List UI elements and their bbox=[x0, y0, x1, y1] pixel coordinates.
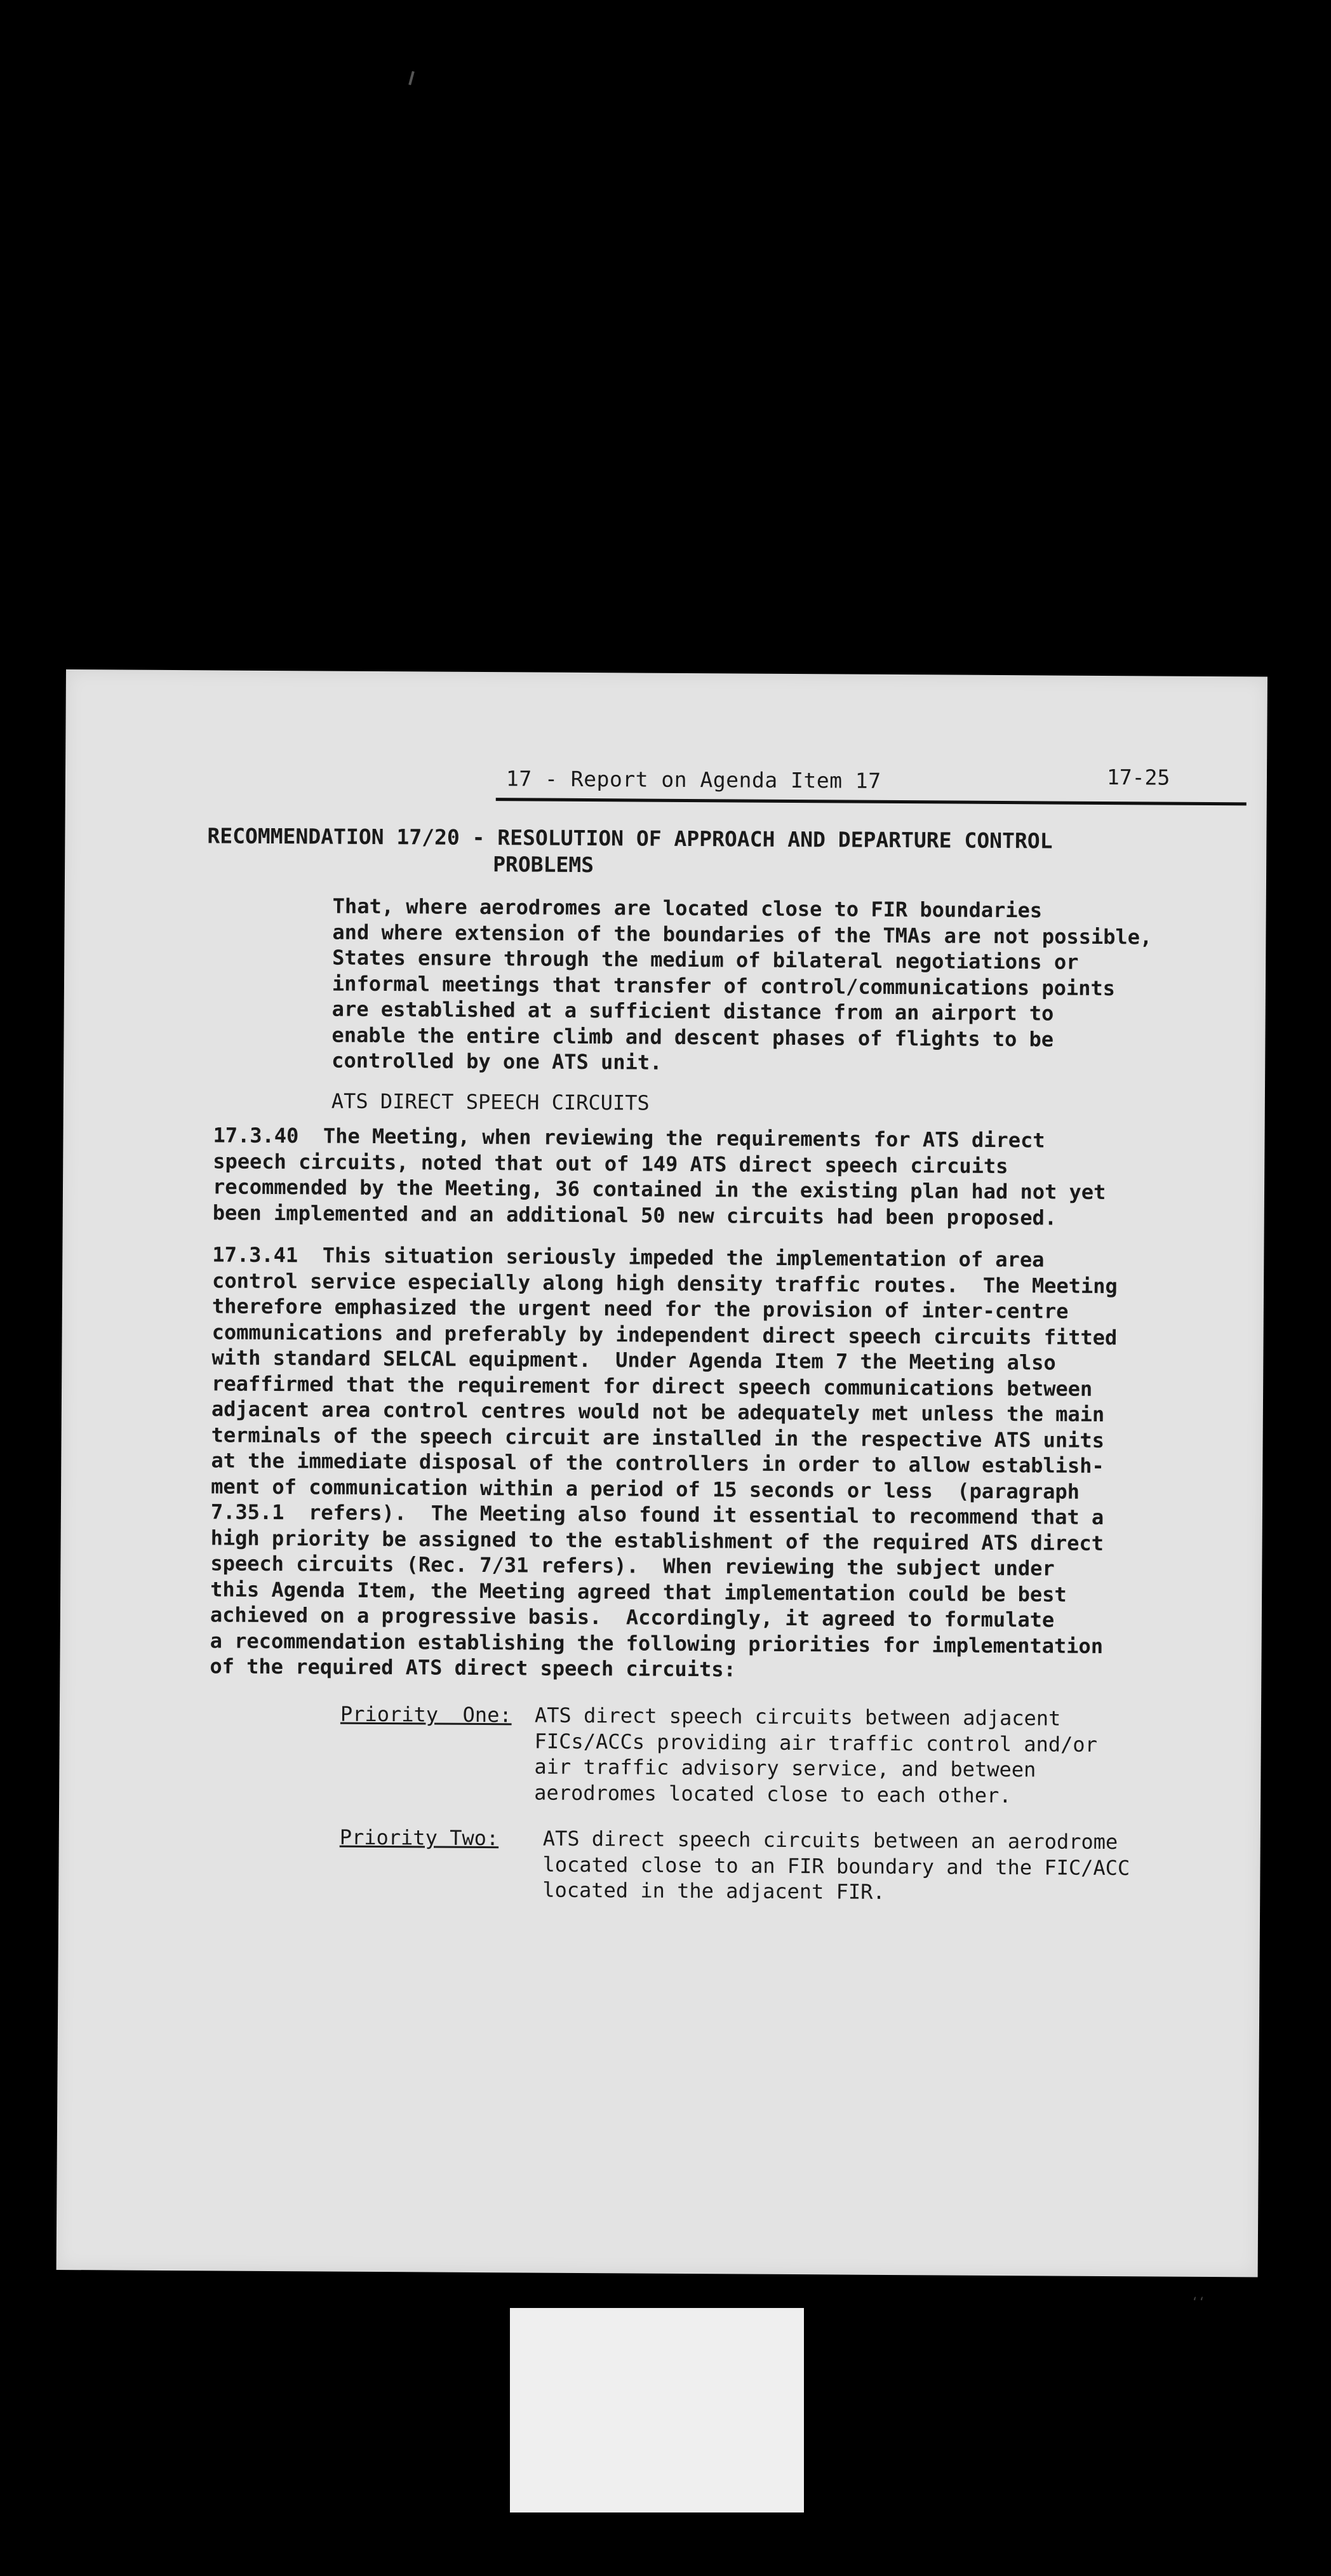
priority-two-text: ATS direct speech circuits between an aerodrome located close to an FIR boundary and the FIC/ACC located in the adjacent FIR. bbox=[542, 1826, 1130, 1904]
recommendation-heading bbox=[207, 822, 1053, 881]
scan-speck: ‘‘ bbox=[1191, 2295, 1205, 2309]
recommendation-text: That, where aerodromes are located close to FIR boundaries and where extension of the boundaries of the TMAs are not possible, States ensure through the medium of bilateral negotiations or informal meetings that transfer of control/communications points are established at a sufficient distance from an airport to enable the entire climb and descent phases of flights to be controlled by one ATS unit. bbox=[331, 894, 1153, 1075]
priority-one-label: Priority One: bbox=[340, 1701, 512, 1727]
page-header bbox=[65, 763, 1267, 809]
paragraph-17-3-40: 17.3.40 The Meeting, when reviewing the requirements for ATS direct speech circuits, noted that out of 149 ATS direct speech circuits recommended by the Meeting, 36 contained in the existing plan had not yet been implemented and an additional 50 new circuits had been proposed. bbox=[212, 1123, 1106, 1230]
recommendation-heading-line2: PROBLEMS bbox=[493, 852, 594, 878]
scan-speck bbox=[408, 71, 415, 85]
recommendation-heading-line1: RECOMMENDATION 17/20 - RESOLUTION OF APPROACH AND DEPARTURE CONTROL bbox=[207, 823, 1053, 854]
blank-card bbox=[510, 2308, 804, 2512]
paragraph-17-3-41: 17.3.41 This situation seriously impeded the implementation of area control service especially along high density traffic routes. The Meeting therefore emphasized the urgent need for the provision of inter-centre communications and preferably by independent direct speech circuits fitted with standard SELCAL equipment. Under Agenda Item 7 the Meeting also reaffirmed that the requirement for direct speech communications between adjacent area control centres would not be adequately met unless the main terminals of the speech circuit are installed in the respective ATS units at the immediate disposal of the controllers in order to allow establish- ment of communication within a period of 15 seconds or less (paragraph 7.35.1 refers). The Meeting also found it essential to recommend that a high priority be assigned to the establishment of the required ATS direct speech circuits (Rec. 7/31 refers). When reviewing the subject under this Agenda Item, the Meeting agreed that implementation could be best achieved on a progressive basis. Accordingly, it agreed to formulate a recommendation establishing the following priorities for implementation of the required ATS direct speech circuits: bbox=[210, 1242, 1118, 1682]
priority-one-text: ATS direct speech circuits between adjacent FICs/ACCs providing air traffic control and/or air traffic advisory service, and between aerodromes located close to each other. bbox=[534, 1703, 1098, 1808]
page-number: 17-25 bbox=[1106, 765, 1170, 790]
priority-one bbox=[340, 1701, 1098, 1808]
priority-two-label: Priority Two: bbox=[339, 1825, 499, 1851]
priority-two bbox=[339, 1825, 1130, 1904]
header-title: 17 - Report on Agenda Item 17 bbox=[505, 766, 881, 793]
section-subheading: ATS DIRECT SPEECH CIRCUITS bbox=[331, 1089, 650, 1115]
document-page bbox=[57, 669, 1267, 2277]
header-rule bbox=[496, 798, 1247, 805]
